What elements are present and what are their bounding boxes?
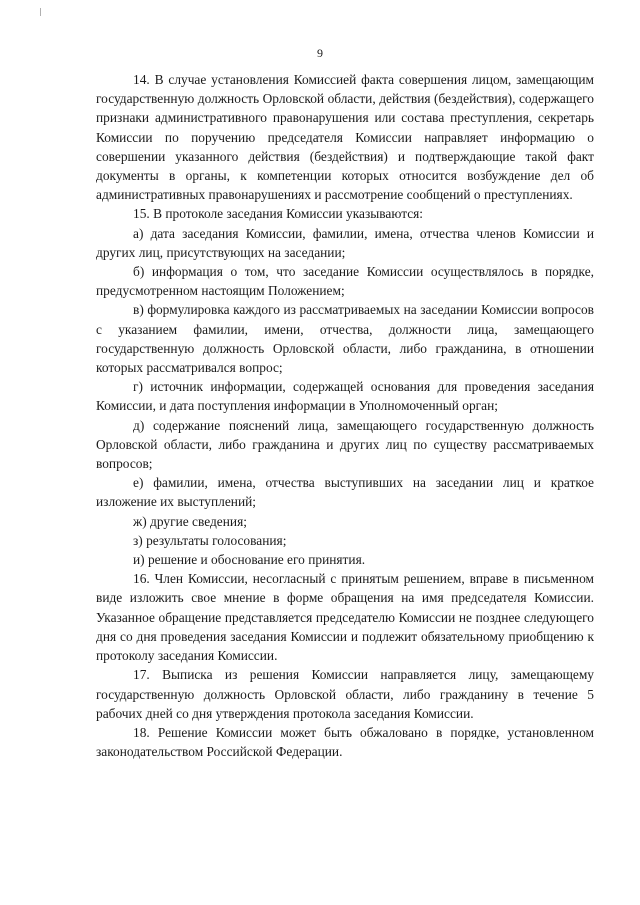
list-item-e: е) фамилии, имена, отчества выступивших на заседании лиц и краткое изложение их выступлений; — [96, 475, 594, 510]
paragraph-15: 15. В протоколе заседания Комиссии указываются: — [133, 206, 424, 222]
page-number: 9 — [317, 46, 323, 60]
list-item-zh: ж) другие сведения; — [133, 513, 247, 529]
list-item-a: а) дата заседания Комиссии, фамилии, имена, отчества членов Комиссии и других лиц, присутствующих на заседании; — [96, 225, 594, 260]
list-item-v: в) формулировка каждого из рассматриваемых на заседании Комиссии вопросов с указанием фамилии, имени, отчества, должности лица, замещающего государственную должность Орловской области, либо гражданина, в отношении которых рассматривался вопрос; — [96, 302, 594, 376]
paragraph-16: 16. Член Комиссии, несогласный с принятым решением, вправе в письменном виде изложить свое мнение в форме обращения на имя председателя Комиссии. Указанное обращение представляется председателю Комиссии не позднее следующего дня со дня проведения заседания Комиссии и подлежит обязательному приобщению к протоколу заседания Комиссии. — [96, 571, 594, 664]
list-item-g: г) источник информации, содержащей основания для проведения заседания Комиссии, и дата поступления информации в Уполномоченный орган; — [96, 379, 594, 414]
list-item-d: д) содержание пояснений лица, замещающего государственную должность Орловской области, либо гражданина и других лиц по существу рассматриваемых вопросов; — [96, 417, 594, 472]
paragraph-18: 18. Решение Комиссии может быть обжаловано в порядке, установленном законодательством Российской Федерации. — [96, 724, 594, 760]
scan-mark — [40, 8, 41, 16]
list-item-b: б) информация о том, что заседание Комиссии осуществлялось в порядке, предусмотренном настоящим Положением; — [96, 264, 594, 299]
list-item-i: и) решение и обоснование его принятия. — [133, 552, 366, 568]
paragraph-14: 14. В случае установления Комиссией факта совершения лицом, замещающим государственную должность Орловской области, действия (бездействия), содержащего признаки административного правонарушения или состава преступления, секретарь Комиссии по поручению председателя Комиссии направляет информацию о совершении указанного действия (бездействия) и подтверждающие такой факт документы в органы, к компетенции которых относится возбуждение дел об административных правонарушениях и рассмотрение сообщений о преступлениях. — [96, 72, 594, 203]
list-item-z: з) результаты голосования; — [133, 532, 287, 548]
document-body — [96, 70, 594, 761]
paragraph-17: 17. Выписка из решения Комиссии направляется лицу, замещающему государственную должность Орловской области, либо гражданину в течение 5 рабочих дней со дня утверждения протокола заседания Комиссии. — [96, 667, 594, 721]
